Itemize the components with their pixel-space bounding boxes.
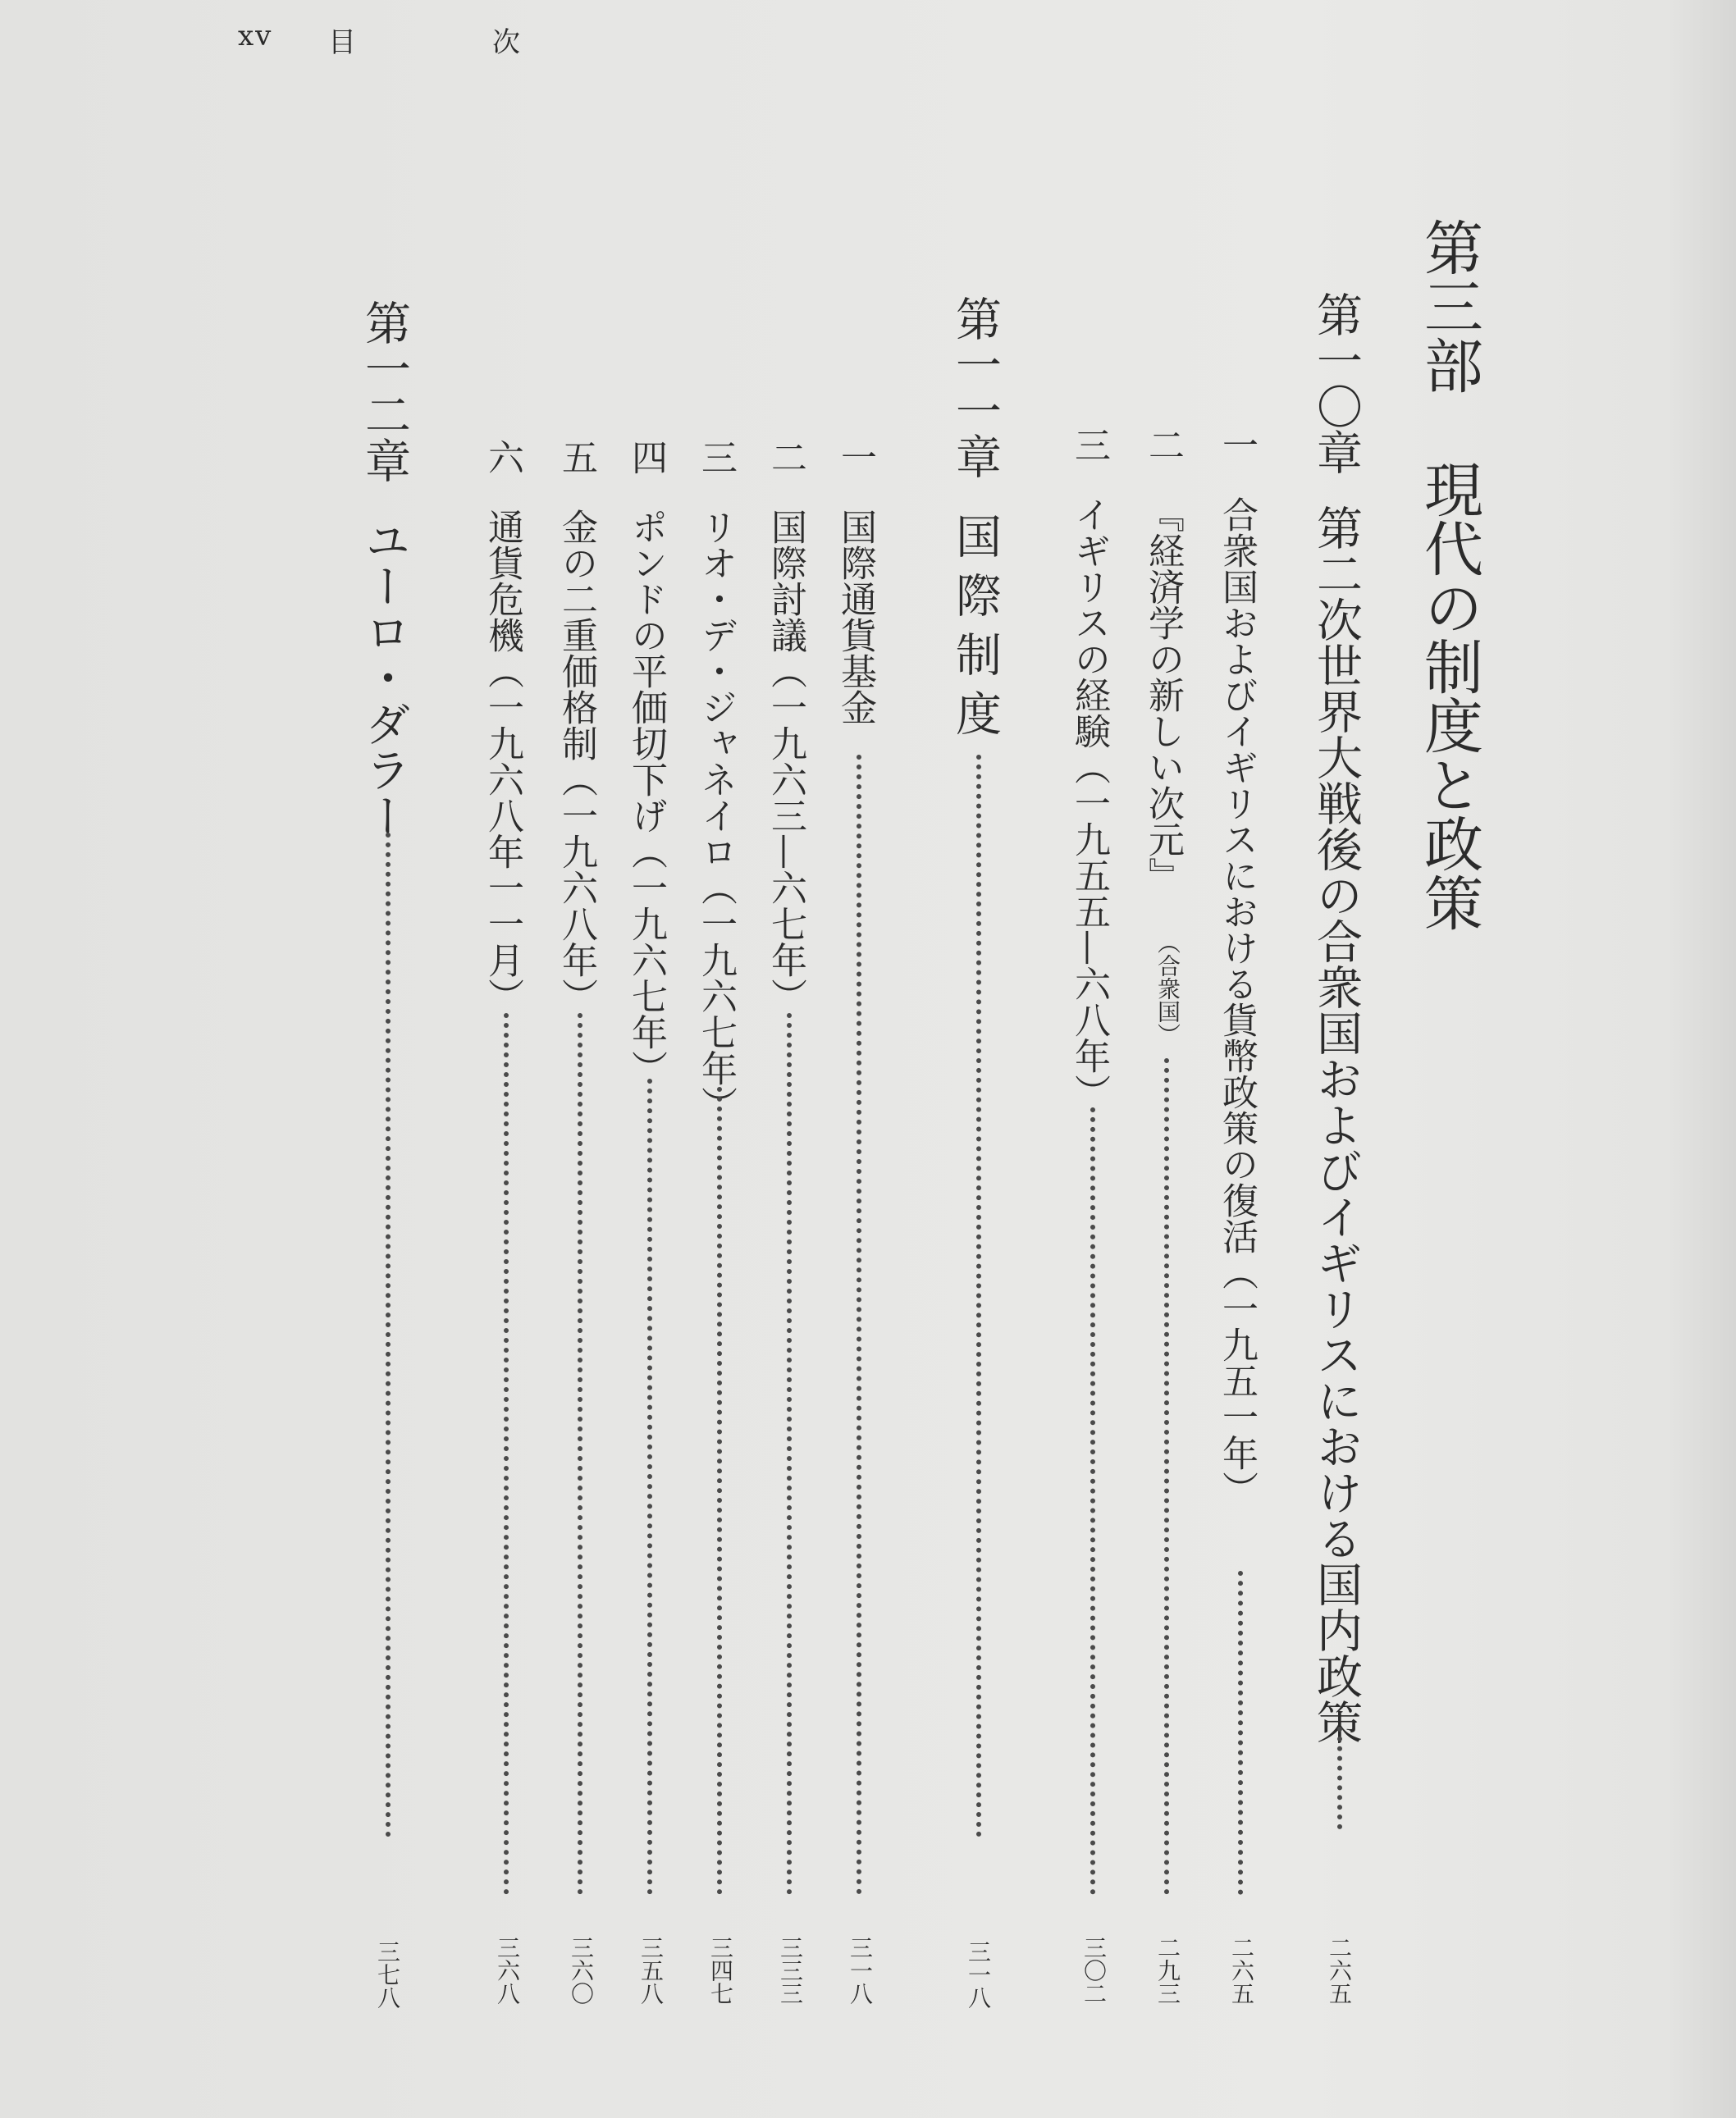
section-page: 三五八 — [637, 1936, 665, 2005]
section-title: リオ・デ・ジャネイロ（一九六七年） — [695, 509, 737, 1122]
chapter-10-entry — [1309, 291, 1370, 2022]
chapter-10-page: 二六五 — [1326, 1936, 1353, 2005]
part-label: 第三部 — [1414, 217, 1483, 395]
chapter-11-title: 国際制度 — [948, 513, 1002, 749]
section-page: 二六五 — [1228, 1936, 1255, 2005]
section-leader — [717, 1087, 747, 1895]
section-page: 三四七 — [707, 1936, 734, 2005]
toc-row-11-5 — [555, 439, 607, 2022]
section-title: ポンドの平価切下げ（一九六七年） — [625, 509, 667, 1086]
section-leader — [787, 1013, 816, 1895]
chapter-12-entry — [358, 299, 418, 2022]
section-title: 国際討議（一九六三—六七年） — [765, 509, 806, 1014]
section-leader — [647, 1079, 677, 1895]
section-leader — [1164, 1058, 1194, 1895]
running-head — [238, 8, 566, 66]
section-page: 三〇二 — [1080, 1936, 1108, 2005]
section-page: 三三三 — [777, 1936, 804, 2005]
chapter-12-label: 第一二章 — [358, 299, 411, 483]
section-page: 三一八 — [847, 1936, 874, 2005]
toc-row-11-2 — [767, 439, 816, 2022]
section-title: 通貨危機（一九六八年一一月） — [482, 509, 523, 1014]
toc-row-11-3 — [697, 439, 747, 2022]
running-head-title-2: 次 — [492, 26, 522, 59]
chapter-11-label: 第一一章 — [948, 295, 1002, 479]
running-head-title-1: 目 — [328, 26, 358, 59]
toc-row-10-2 — [1144, 427, 1194, 2022]
section-number: 一 — [834, 439, 876, 475]
section-number: 四 — [625, 439, 667, 475]
chapter-12-page: 三七八 — [374, 1940, 401, 2009]
chapter-10-leader — [1337, 1727, 1370, 1829]
section-page: 三六〇 — [568, 1936, 595, 2005]
section-title: 『経済学の新しい次元』 — [1142, 496, 1184, 893]
section-title: イギリスの経験（一九五五—六八年） — [1068, 496, 1110, 1110]
section-leader — [578, 1013, 607, 1895]
part-heading — [1414, 217, 1493, 932]
section-number: 二 — [765, 439, 806, 475]
running-head-page-number: xv — [238, 20, 273, 52]
toc-row-10-1 — [1218, 427, 1268, 2022]
chapter-10-title: 第二次世界大戦後の合衆国およびイギリスにおける国内政策 — [1309, 504, 1363, 1745]
section-leader — [1238, 1571, 1268, 1895]
chapter-12-leader — [386, 833, 418, 1837]
section-leader — [504, 1013, 533, 1895]
toc-row-11-4 — [625, 439, 677, 2022]
section-page: 三六八 — [494, 1936, 521, 2005]
chapter-11-page: 三一八 — [965, 1940, 992, 2009]
section-number: 三 — [1068, 427, 1110, 463]
chapter-12-title: ユーロ・ダラー — [358, 517, 411, 838]
section-page: 二九三 — [1154, 1936, 1181, 2005]
section-number: 二 — [1142, 427, 1184, 463]
section-leader — [857, 755, 886, 1895]
section-title: 国際通貨基金 — [834, 509, 876, 725]
part-title: 現代の制度と政策 — [1414, 459, 1483, 932]
section-title: 合衆国およびイギリスにおける貨幣政策の復活（一九五一年） — [1216, 496, 1258, 1507]
section-number: 三 — [695, 439, 737, 475]
section-title: 金の二重価格制（一九六八年） — [555, 509, 597, 1014]
chapter-11-entry — [948, 295, 1009, 2022]
toc-row-11-1 — [834, 439, 886, 2022]
toc-row-10-3 — [1068, 427, 1120, 2022]
section-number: 一 — [1216, 427, 1258, 463]
section-leader — [1090, 1107, 1120, 1895]
section-number: 六 — [482, 439, 523, 475]
section-note: （合衆国） — [1154, 931, 1181, 1046]
toc-row-11-6 — [484, 439, 533, 2022]
chapter-11-leader — [976, 755, 1009, 1837]
section-number: 五 — [555, 439, 597, 475]
chapter-10-label: 第一〇章 — [1309, 291, 1363, 475]
